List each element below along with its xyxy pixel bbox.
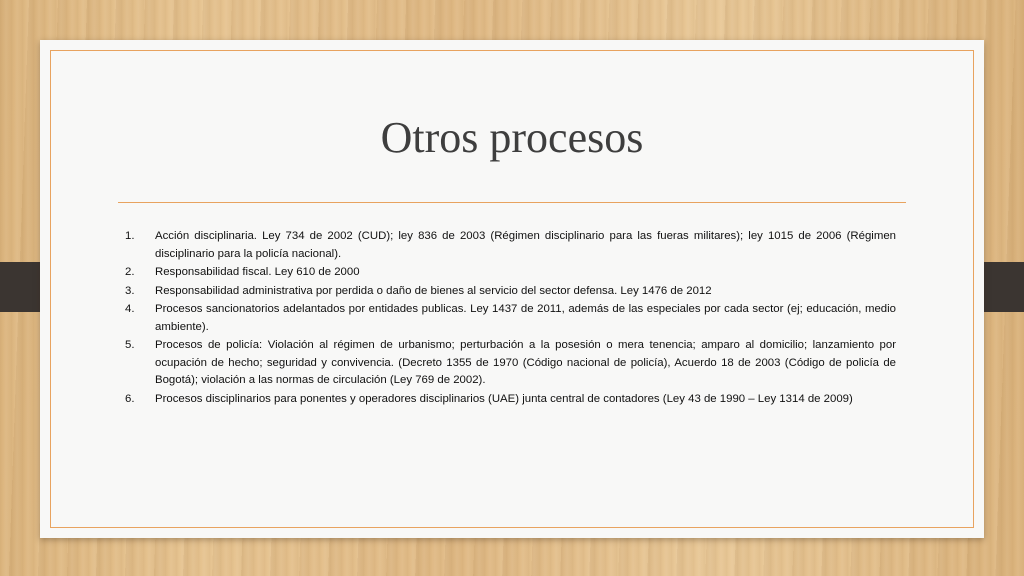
item-number: 1. <box>125 230 135 242</box>
item-number: 6. <box>125 392 135 405</box>
list-item <box>125 391 896 409</box>
list-item <box>125 228 896 263</box>
process-list <box>125 228 896 409</box>
item-text: Procesos disciplinarios para ponentes y operadores disciplinarios (UAE) junta central de contadores (Ley 43 de 1990 – Ley 1314 de 2009) <box>155 392 853 405</box>
list-item <box>125 264 896 282</box>
item-text: Responsabilidad administrativa por perdida o daño de bienes al servicio del sector defensa. Ley 1476 de 2012 <box>155 284 712 297</box>
item-number: 5. <box>125 339 135 351</box>
item-number: 4. <box>125 303 135 315</box>
item-number: 2. <box>125 266 135 278</box>
list-item <box>125 301 896 336</box>
title-divider <box>118 202 906 203</box>
item-text: Procesos de policía: Violación al régimen de urbanismo; perturbación a la posesión o mera tenencia; amparo al domicilio; lanzamiento por ocupación de hecho; seguridad y convivencia. (Decreto 1355 de 1970 (Código nacional de policía), Acuerdo 18 de 2003 (Código de policía de Bogotá); violación a las normas de circulación (Ley 769 de 2002). <box>155 339 896 386</box>
list-item <box>125 283 896 301</box>
list-item <box>125 337 896 390</box>
item-number: 3. <box>125 284 135 297</box>
item-text: Procesos sancionatorios adelantados por entidades publicas. Ley 1437 de 2011, además de las especiales por cada sector (ej; educación, medio ambiente). <box>155 303 896 333</box>
item-text: Responsabilidad fiscal. Ley 610 de 2000 <box>155 266 360 278</box>
slide-title: Otros procesos <box>380 113 644 162</box>
slide-card <box>40 40 984 538</box>
item-text: Acción disciplinaria. Ley 734 de 2002 (CUD); ley 836 de 2003 (Régimen disciplinario para las fueras militares); ley 1015 de 2006 (Régimen disciplinario para la policía nacional). <box>155 230 896 260</box>
